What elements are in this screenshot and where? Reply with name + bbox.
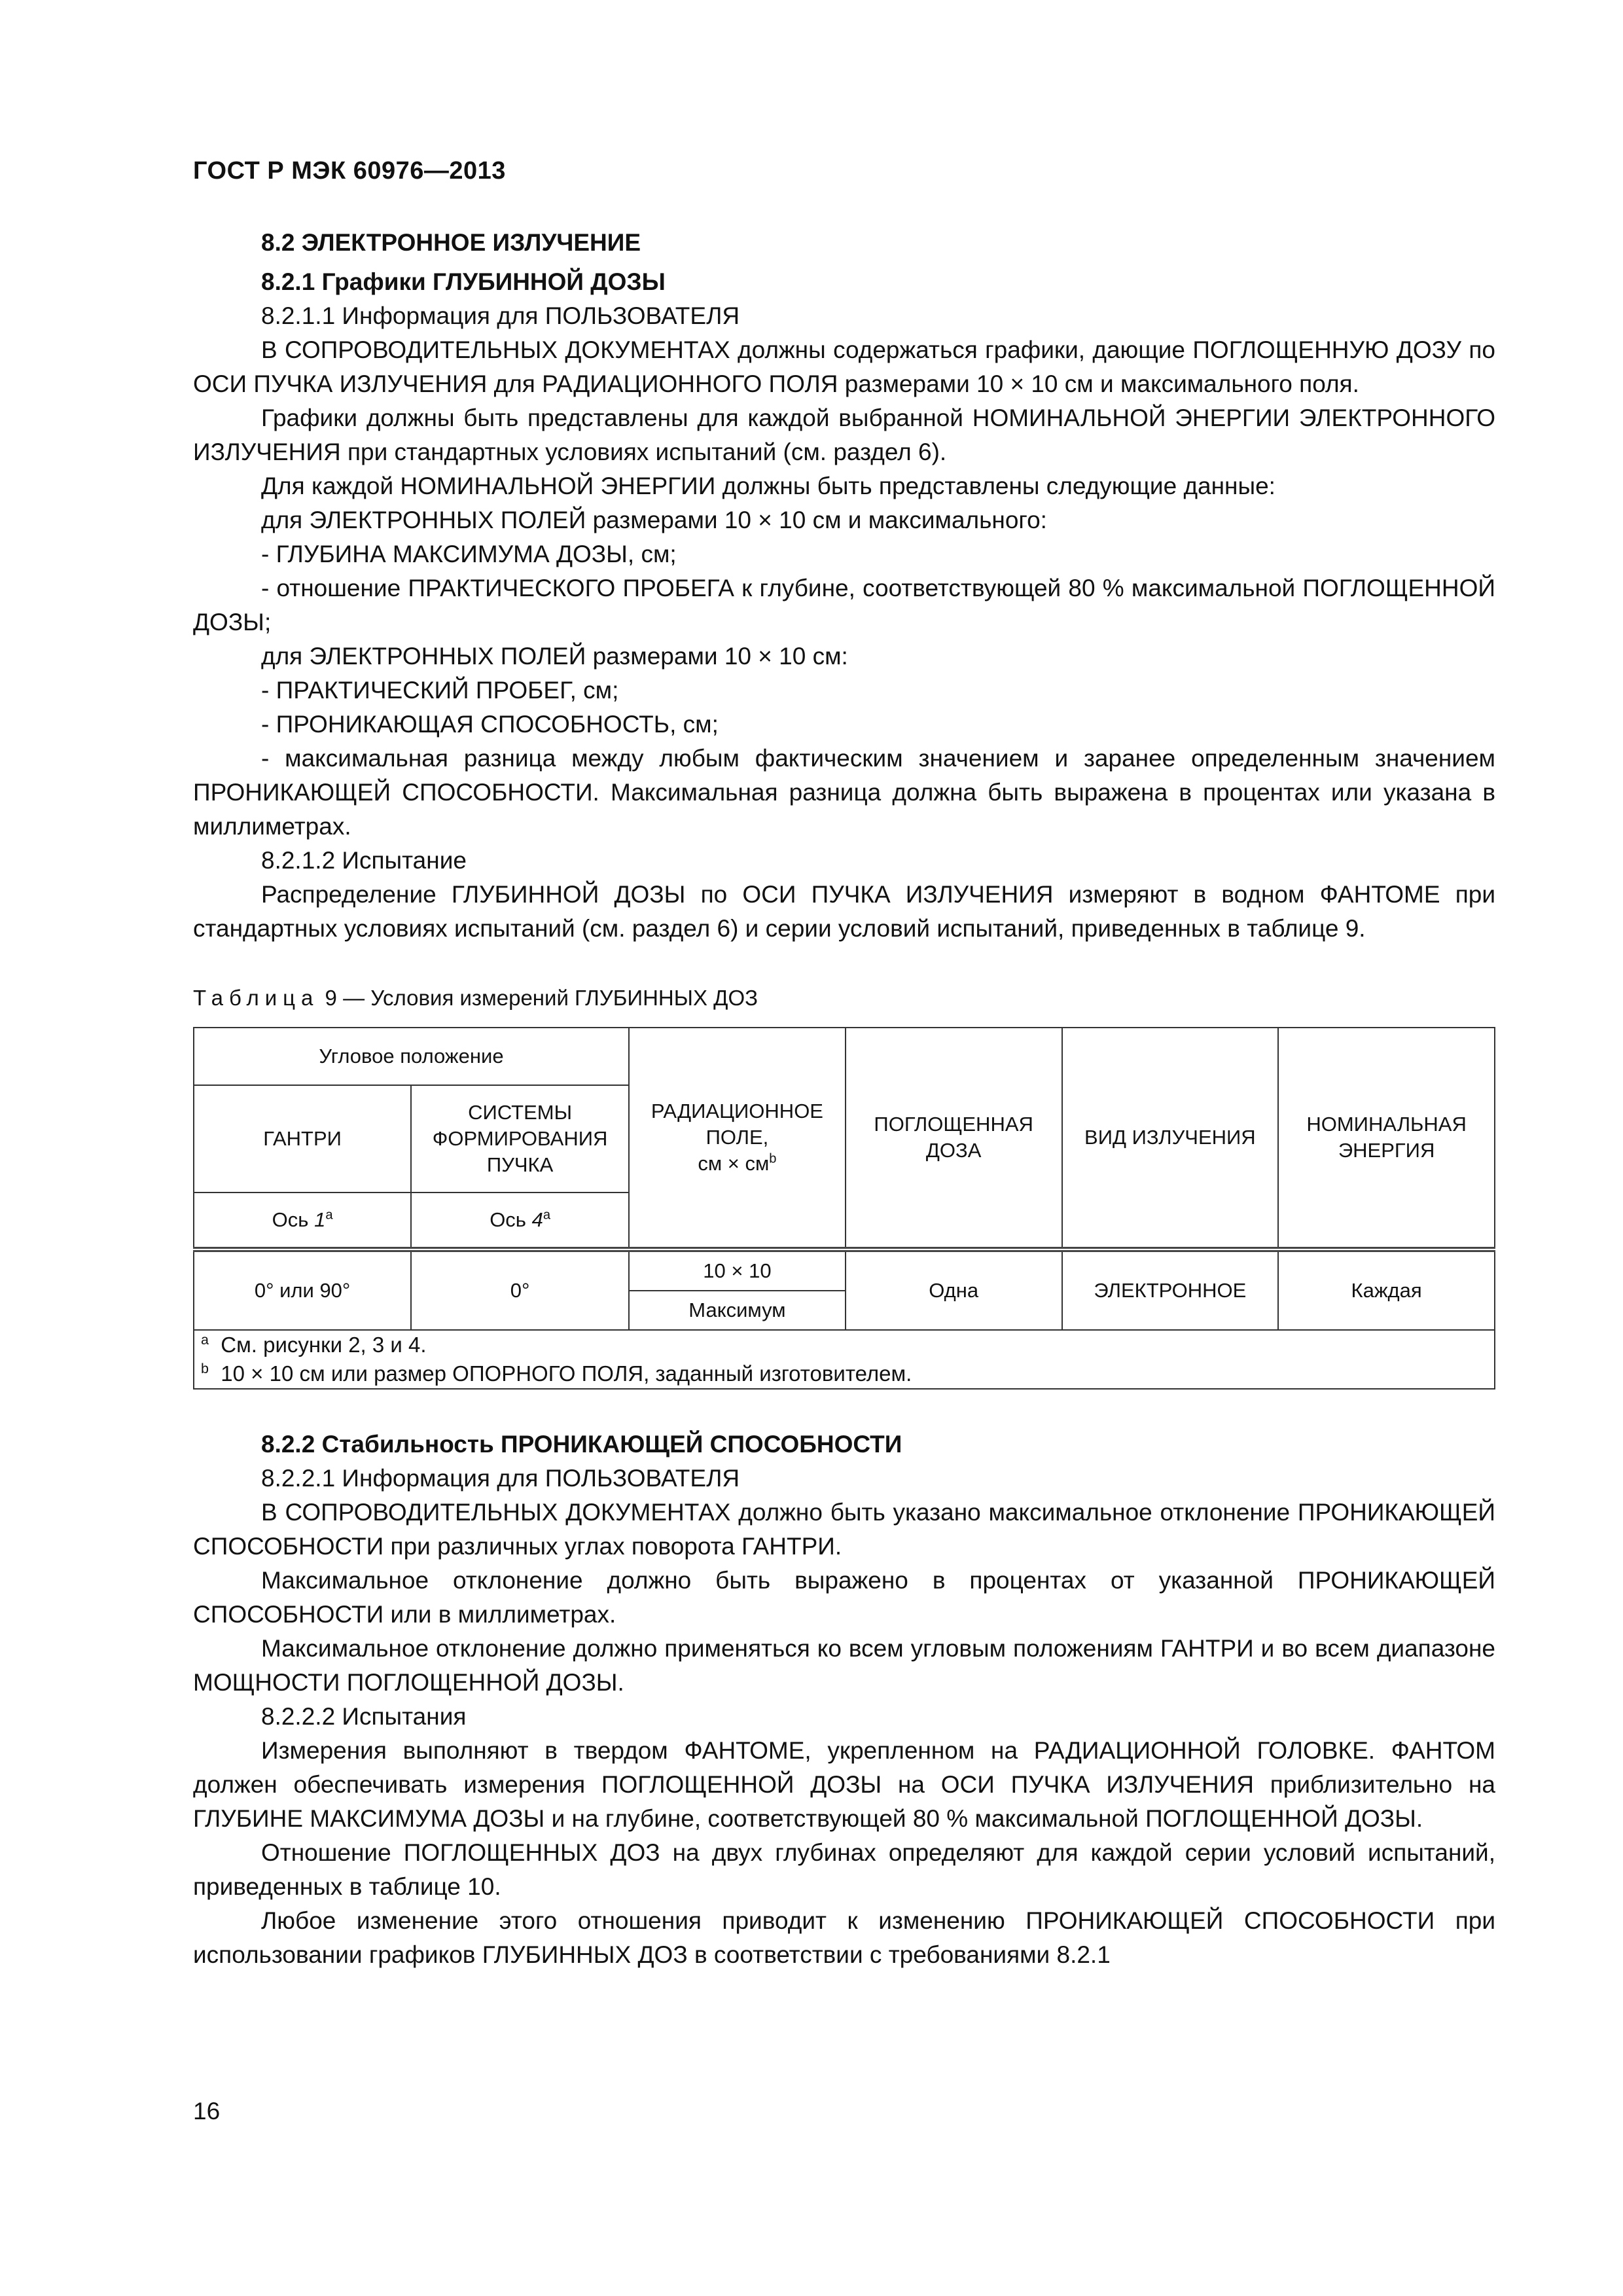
- axis-1-cell: [194, 1193, 411, 1249]
- field-header-line2: ПОЛЕ,: [705, 1126, 769, 1149]
- footnote-marker-b: b: [769, 1151, 777, 1166]
- paragraph: для ЭЛЕКТРОННЫХ ПОЛЕЙ размерами 10 × 10 см:: [261, 643, 848, 670]
- header-radiation-type: ВИД ИЗЛУЧЕНИЯ: [1062, 1028, 1279, 1249]
- table-caption-text: 9 — Условия измерений ГЛУБИННЫХ ДОЗ: [319, 986, 758, 1010]
- axis-4-cell: [411, 1193, 629, 1249]
- field-header-line1: РАДИАЦИОННОЕ: [651, 1100, 823, 1122]
- document-header: ГОСТ Р МЭК 60976—2013: [193, 157, 506, 185]
- paragraph: Максимальное отклонение должно быть выражено в процентах от указанной ПРОНИКАЮЩЕЙ СПОСОБНОСТИ или в миллиметрах.: [193, 1567, 1495, 1628]
- subsection-heading-8-2-1: 8.2.1 Графики ГЛУБИННОЙ ДОЗЫ: [261, 268, 666, 295]
- table-footnotes: [194, 1330, 1495, 1389]
- table-caption: [193, 984, 1495, 1013]
- paragraph: Измерения выполняют в твердом ФАНТОМЕ, укрепленном на РАДИАЦИОННОЙ ГОЛОВКЕ. ФАНТОМ должен обеспечивать измерения ПОГЛОЩЕННОЙ ДОЗЫ на ОСИ ПУЧКА ИЗЛУЧЕНИЯ приблизительно на ГЛУБИНЕ МАКСИМУМА ДОЗЫ и на глубине, соответствующей 80 % максимальной ПОГЛОЩЕННОЙ ДОЗЫ.: [193, 1737, 1495, 1832]
- paragraph: В СОПРОВОДИТЕЛЬНЫХ ДОКУМЕНТАХ должны содержаться графики, дающие ПОГЛОЩЕННУЮ ДОЗУ по ОСИ ПУЧКА ИЗЛУЧЕНИЯ для РАДИАЦИОННОГО ПОЛЯ размерами 10 × 10 см и максимального поля.: [193, 336, 1495, 397]
- cell-field-value-2: Максимум: [629, 1291, 846, 1330]
- paragraph: В СОПРОВОДИТЕЛЬНЫХ ДОКУМЕНТАХ должно быть указано максимальное отклонение ПРОНИКАЮЩЕЙ СПОСОБНОСТИ при различных углах поворота ГАНТРИ.: [193, 1499, 1495, 1560]
- footnote-b-text: 10 × 10 см или размер ОПОРНОГО ПОЛЯ, заданный изготовителем.: [221, 1361, 912, 1386]
- header-nominal-energy: НОМИНАЛЬНАЯ ЭНЕРГИЯ: [1278, 1028, 1495, 1249]
- footnote-marker-a: a: [543, 1208, 551, 1223]
- list-item: - ГЛУБИНА МАКСИМУМА ДОЗЫ, см;: [261, 541, 677, 567]
- page-number: 16: [193, 2098, 221, 2125]
- footnote-marker-a: a: [201, 1332, 209, 1348]
- section-8-2-2: [193, 1427, 1495, 1972]
- conditions-table: [193, 1027, 1495, 1390]
- cell-energy-value: Каждая: [1278, 1249, 1495, 1330]
- clause-8-2-2-1: 8.2.2.1 Информация для ПОЛЬЗОВАТЕЛЯ: [261, 1465, 740, 1492]
- footnote-a: [201, 1331, 1488, 1359]
- paragraph: Распределение ГЛУБИННОЙ ДОЗЫ по ОСИ ПУЧКА ИЗЛУЧЕНИЯ измеряют в водном ФАНТОМЕ при стандартных условиях испытаний (см. раздел 6) и серии условий испытаний, приведенных в таблице 9.: [193, 881, 1495, 942]
- list-item: - ПРОНИКАЮЩАЯ СПОСОБНОСТЬ, см;: [261, 711, 719, 738]
- paragraph: Графики должны быть представлены для каждой выбранной НОМИНАЛЬНОЙ ЭНЕРГИИ ЭЛЕКТРОННОГО ИЗЛУЧЕНИЯ при стандартных условиях испытаний (см. раздел 6).: [193, 404, 1495, 465]
- clause-8-2-1-2: 8.2.1.2 Испытание: [261, 847, 467, 874]
- header-absorbed-dose: ПОГЛОЩЕННАЯ ДОЗА: [846, 1028, 1062, 1249]
- list-item: - максимальная разница между любым фактическим значением и заранее определенным значением ПРОНИКАЮЩЕЙ СПОСОБНОСТИ. Максимальная разница должна быть выражена в процентах или указана в миллиметрах.: [193, 745, 1495, 840]
- table-caption-label: Таблица: [193, 986, 319, 1010]
- section-heading-8-2: 8.2 ЭЛЕКТРОННОЕ ИЗЛУЧЕНИЕ: [261, 229, 641, 256]
- paragraph: Любое изменение этого отношения приводит к изменению ПРОНИКАЮЩЕЙ СПОСОБНОСТИ при использовании графиков ГЛУБИННЫХ ДОЗ в соответствии с требованиями 8.2.1: [193, 1907, 1495, 1968]
- list-item: - ПРАКТИЧЕСКИЙ ПРОБЕГ, см;: [261, 677, 619, 704]
- axis-label: Ось: [490, 1208, 532, 1231]
- cell-dose-value: Одна: [846, 1249, 1062, 1330]
- header-angular-position: Угловое положение: [194, 1028, 629, 1085]
- list-item: - отношение ПРАКТИЧЕСКОГО ПРОБЕГА к глубине, соответствующей 80 % максимальной ПОГЛОЩЕННОЙ ДОЗЫ;: [193, 575, 1495, 636]
- footnote-marker-b: b: [201, 1361, 209, 1376]
- paragraph: Отношение ПОГЛОЩЕННЫХ ДОЗ на двух глубинах определяют для каждой серии условий испытаний, приведенных в таблице 10.: [193, 1839, 1495, 1900]
- header-radiation-field: [629, 1028, 846, 1249]
- field-header-line3: см × см: [698, 1152, 770, 1175]
- paragraph: Максимальное отклонение должно применяться ко всем угловым положениям ГАНТРИ и во всем диапазоне МОЩНОСТИ ПОГЛОЩЕННОЙ ДОЗЫ.: [193, 1635, 1495, 1696]
- axis-number: 1: [314, 1208, 326, 1231]
- cell-beam-value: 0°: [411, 1249, 629, 1330]
- subsection-heading-8-2-2: 8.2.2 Стабильность ПРОНИКАЮЩЕЙ СПОСОБНОСТИ: [261, 1431, 902, 1458]
- cell-field-value-1: 10 × 10: [629, 1249, 846, 1291]
- footnote-marker-a: a: [325, 1208, 333, 1223]
- cell-gantry-value: 0° или 90°: [194, 1249, 411, 1330]
- axis-number: 4: [531, 1208, 543, 1231]
- header-gantry: ГАНТРИ: [194, 1085, 411, 1193]
- footnote-b: [201, 1359, 1488, 1388]
- header-beam-system: СИСТЕМЫ ФОРМИРОВАНИЯ ПУЧКА: [411, 1085, 629, 1193]
- footnote-a-text: См. рисунки 2, 3 и 4.: [221, 1333, 427, 1357]
- paragraph: Для каждой НОМИНАЛЬНОЙ ЭНЕРГИИ должны быть представлены следующие данные:: [261, 473, 1275, 499]
- clause-8-2-1-1: 8.2.1.1 Информация для ПОЛЬЗОВАТЕЛЯ: [261, 302, 740, 329]
- axis-label: Ось: [272, 1208, 315, 1231]
- paragraph: для ЭЛЕКТРОННЫХ ПОЛЕЙ размерами 10 × 10 см и максимального:: [261, 507, 1047, 533]
- page-content: [193, 226, 1495, 1972]
- clause-8-2-2-2: 8.2.2.2 Испытания: [261, 1703, 467, 1730]
- cell-type-value: ЭЛЕКТРОННОЕ: [1062, 1249, 1279, 1330]
